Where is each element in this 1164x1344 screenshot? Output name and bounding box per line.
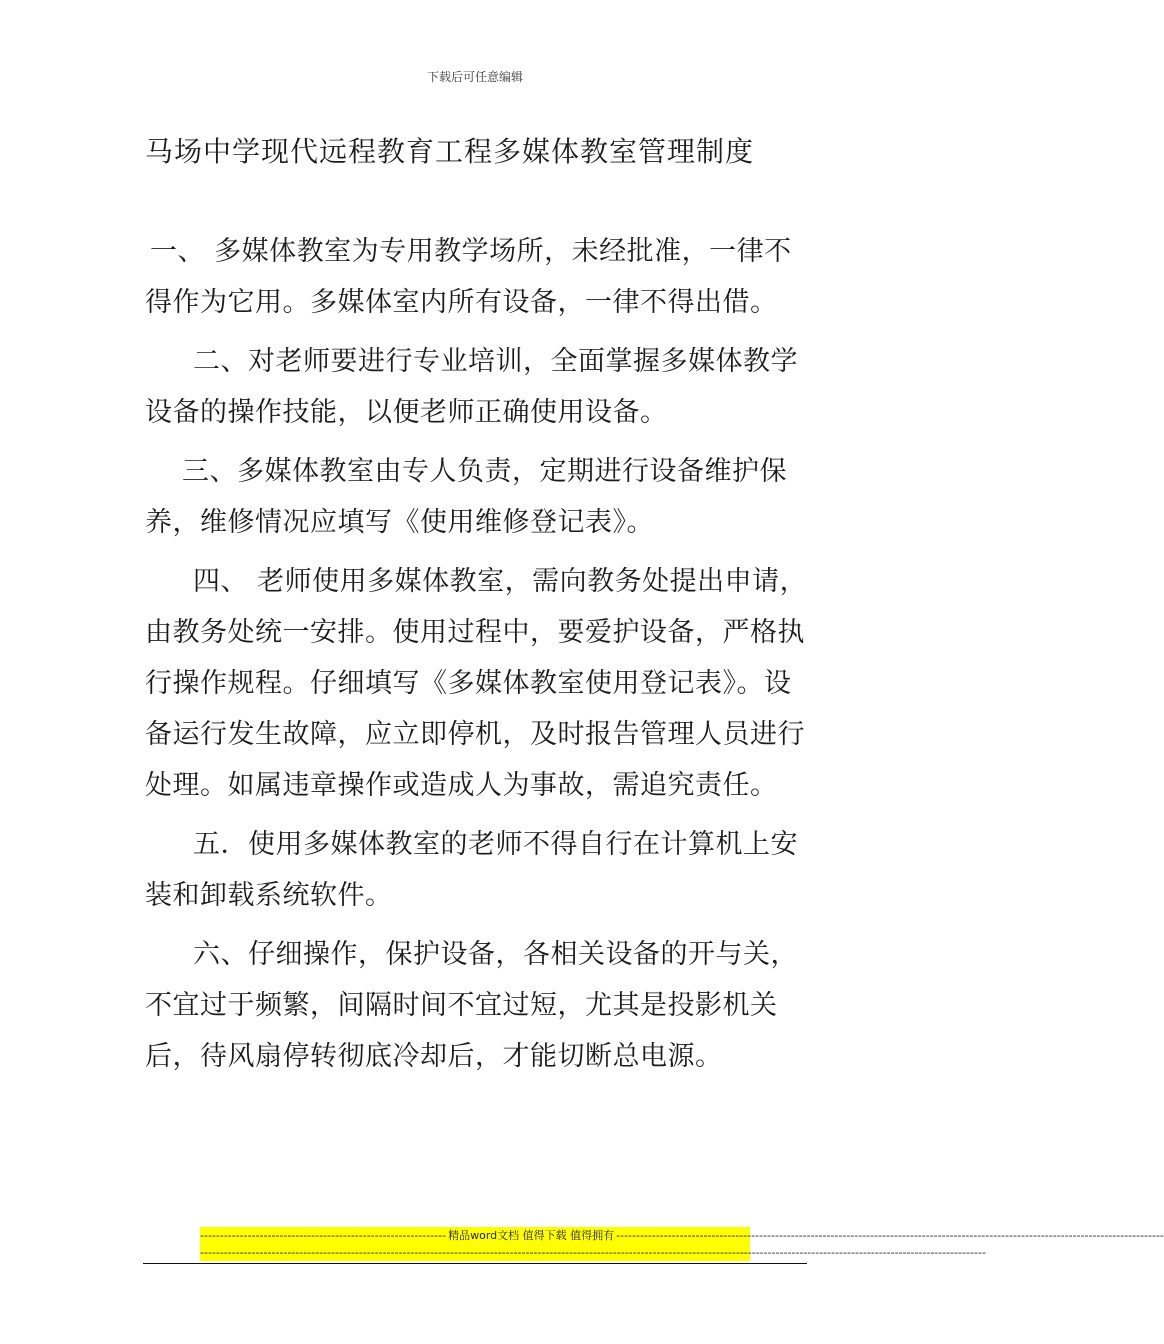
- footer-banner-text: 精品word文档 值得下载 值得拥有: [448, 1229, 615, 1242]
- dash-filler-right: ------------------------------------------------------------------------------------------------------------------------------------------: [616, 1229, 1164, 1242]
- paragraph-3: 三、多媒体教室由专人负责，定期进行设备维护保养，维修情况应填写《使用维修登记表》。: [145, 456, 787, 538]
- footer-divider: [143, 1263, 807, 1264]
- dash-filler-left: --------------------------------------------------------------: [200, 1229, 447, 1242]
- paragraph-4: 四、 老师使用多媒体教室，需向教务处提出申请，由教务处统一安排。使用过程中，要爱护设备，严格执行操作规程。仔细填写《多媒体教室使用登记表》。设备运行发生故障，应立即停机，及时报告管理人员进行处理。如属违章操作或造成人为事故，需追究责任。: [145, 566, 808, 801]
- header-note: 下载后可任意编辑: [426, 70, 523, 84]
- paragraph-2: 二、对老师要进行专业培训，全面掌握多媒体教学设备的操作技能，以便老师正确使用设备。: [145, 346, 798, 428]
- paragraph-6: 六、仔细操作，保护设备，各相关设备的开与关，不宜过于频繁，间隔时间不宜过短，尤其是投影机关后，待风扇停转彻底冷却后，才能切断总电源。: [145, 939, 798, 1072]
- footer-banner-line-2: [200, 1244, 986, 1261]
- footer-banner-line-1: [200, 1227, 1164, 1244]
- document-title: 马场中学现代远程教育工程多媒体教室管理制度: [145, 135, 755, 168]
- paragraph-1: 一、 多媒体教室为专用教学场所，未经批准，一律不得作为它用。多媒体室内所有设备，一律不得出借。: [145, 236, 792, 318]
- footer-banner: [200, 1227, 1164, 1261]
- document-body: [145, 226, 813, 1090]
- dash-filler-full: ------------------------------------------------------------------------------------------------------------------------------------------------------------------------------------------------------: [200, 1246, 986, 1259]
- paragraph-5: 五．使用多媒体教室的老师不得自行在计算机上安装和卸载系统软件。: [145, 829, 798, 911]
